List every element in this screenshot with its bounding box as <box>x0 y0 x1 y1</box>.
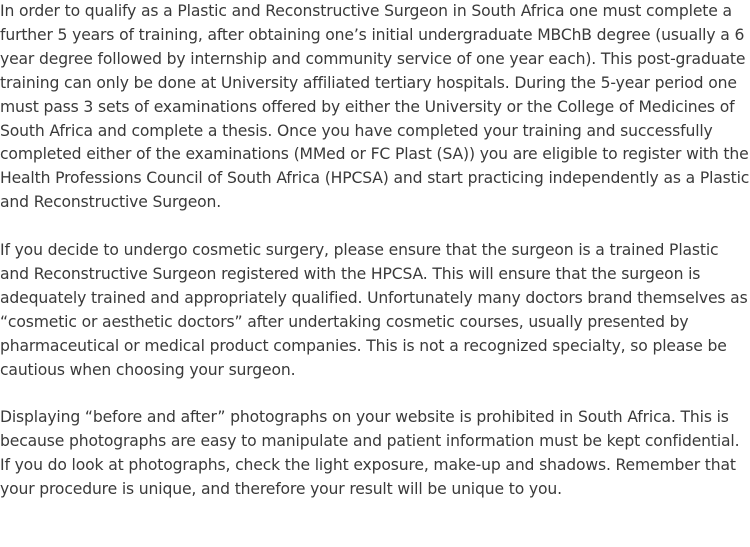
paragraph-before-after-photographs: Displaying “before and after” photographs on your website is prohibited in South Africa. This is because photographs are easy to manipulate and patient information must be kept confidential. If you do look at photographs, check the light exposure, make-up and shadows. Remember that your procedure is unique, and therefore your result will be unique to you. <box>0 408 740 499</box>
paragraph-cosmetic-surgery-advice: If you decide to undergo cosmetic surgery, please ensure that the surgeon is a trained Plastic and Reconstructive Surgeon registered with the HPCSA. This will ensure that the surgeon is adequately trained and appropriately qualified. Unfortunately many doctors brand themselves as “cosmetic or aesthetic doctors” after undertaking cosmetic courses, usually presented by pharmaceutical or medical product companies. This is not a recognized specialty, so please be cautious when choosing your surgeon. <box>0 241 748 379</box>
paragraph-training-requirements: In order to qualify as a Plastic and Reconstructive Surgeon in South Africa one must complete a further 5 years of training, after obtaining one’s initial undergraduate MBChB degree (usually a 6 year degree followed by internship and community service of one year each). This post-graduate training can only be done at University affiliated tertiary hospitals. During the 5-year period one must pass 3 sets of examinations offered by either the University or the College of Medicines of South Africa and complete a thesis. Once you have completed your training and successfully completed either of the examinations (MMed or FC Plast (SA)) you are eligible to register with the Health Professions Council of South Africa (HPCSA) and start practicing independently as a Plastic and Reconstructive Surgeon. <box>0 2 750 212</box>
